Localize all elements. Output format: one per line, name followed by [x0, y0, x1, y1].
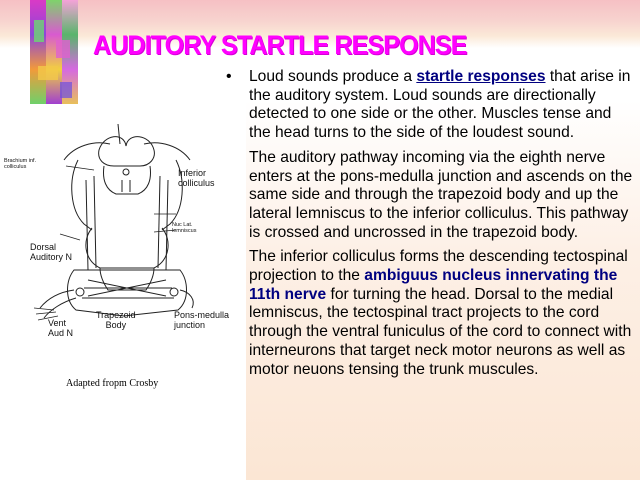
bullet-icon: • — [226, 68, 232, 85]
label-brachium: Brachium inf. colliculus — [4, 158, 37, 170]
decorative-mosaic — [30, 0, 78, 104]
label-dorsal-auditory: Dorsal Auditory N — [30, 242, 73, 262]
paragraph-pathway: The auditory pathway incoming via the eighth nerve enters at the pons-medulla junction and ascends on the same side and through the trapezoid body and up the lateral lemniscus to the inferior colliculus. This pathway is crossed and uncrossed in the trapezoid body. — [249, 148, 633, 241]
paragraph-startle: Loud sounds produce a startle responses that arise in the auditory system. Loud sounds are directionally detected to one side or the other. Muscles tense and the head turns to the side of the loudest sound. — [249, 68, 631, 142]
body-text — [249, 68, 637, 385]
label-inferior-colliculus: Inferior colliculus — [178, 168, 215, 188]
paragraph-colliculus: The inferior colliculus forms the descending tectospinal projection to the ambiguus nucleus innervating the 11th nerve for turning the head. Dorsal to the medial lemniscus, the tectospinal tract projects to the cord through the ventral funiculus of the cord to connect with interneurons that target neck motor neurons as well as motor neuons tensing the trunk muscules. — [249, 248, 632, 378]
startle-responses-link[interactable]: startle responses — [416, 68, 546, 85]
label-vent-aud: Vent Aud N — [48, 318, 74, 338]
ambiguus-nucleus-emphasis: ambiguus nucleus innervating the 11th nerve — [249, 267, 618, 303]
label-nuc-lat-lemniscus: Nuc Lat. lemniscus — [172, 222, 197, 234]
label-pons-medulla: Pons-medulla junction — [174, 310, 230, 330]
brainstem-diagram — [4, 120, 244, 380]
figure-caption: Adapted fropm Crosby — [66, 378, 159, 389]
page-title: AUDITORY STARTLE RESPONSE — [93, 30, 467, 60]
label-trapezoid-body: Trapezoid Body — [96, 310, 136, 330]
